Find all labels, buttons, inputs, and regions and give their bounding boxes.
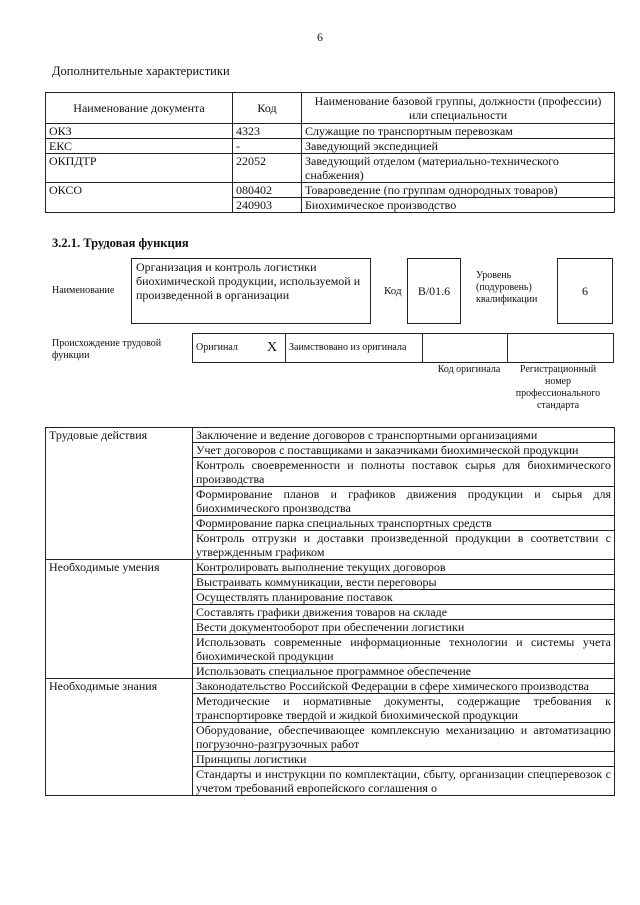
function-code-box: B/01.6	[407, 258, 461, 324]
table-header-row	[46, 93, 615, 124]
skill-item: Осуществлять планирование поставок	[193, 590, 615, 605]
skill-item: Контролировать выполнение текущих договоров	[193, 560, 615, 575]
cell-code: 240903	[233, 198, 302, 213]
level-label: Уровень (подуровень) квалификации	[476, 270, 538, 305]
knowledge-item: Принципы логистики	[193, 752, 615, 767]
cell-name: Служащие по транспортным перевозкам	[302, 124, 615, 139]
knowledge-label: Необходимые знания	[46, 679, 193, 796]
skills-label: Необходимые умения	[46, 560, 193, 679]
cell-name: Заведующий экспедицией	[302, 139, 615, 154]
action-item: Формирование планов и графиков движения продукции и сырья для биохимического производства	[193, 487, 615, 516]
cell-doc: ЕКС	[46, 139, 233, 154]
code-label: Код	[384, 285, 402, 297]
details-table	[45, 427, 615, 796]
table-row	[46, 154, 615, 183]
origin-row	[193, 334, 614, 363]
actions-label: Трудовые действия	[46, 428, 193, 560]
page-number: 6	[317, 30, 323, 44]
skill-item: Использовать современные информационные технологии и системы учета биохимической продукции	[193, 635, 615, 664]
action-item: Контроль отгрузки и доставки произведенной продукции в соответствии с утвержденным графиком	[193, 531, 615, 560]
skill-item: Составлять графики движения товаров на складе	[193, 605, 615, 620]
skill-item: Выстраивать коммуникации, вести переговоры	[193, 575, 615, 590]
table-row	[46, 428, 615, 443]
cell-doc: ОКСО	[46, 183, 233, 213]
origin-label: Происхождение трудовой функции	[52, 338, 162, 361]
table-row	[46, 139, 615, 154]
original-code-cell	[423, 334, 508, 363]
origin-table	[192, 333, 614, 363]
action-item: Заключение и ведение договоров с транспортными организациями	[193, 428, 615, 443]
level-box: 6	[557, 258, 613, 324]
original-mark: X	[259, 334, 286, 363]
original-label: Оригинал	[193, 334, 260, 363]
knowledge-item: Методические и нормативные документы, содержащие требования к транспортировке твердой и жидкой биохимической продукции	[193, 694, 615, 723]
cell-code: 080402	[233, 183, 302, 198]
additional-table	[45, 92, 615, 213]
cell-name: Товароведение (по группам однородных товаров)	[302, 183, 615, 198]
action-item: Контроль своевременности и полноты поставок сырья для биохимического производства	[193, 458, 615, 487]
cell-doc: ОКПДТР	[46, 154, 233, 183]
skill-item: Использовать специальное программное обеспечение	[193, 664, 615, 679]
skill-item: Вести документооборот при обеспечении логистики	[193, 620, 615, 635]
knowledge-item: Стандарты и инструкции по комплектации, сбыту, организации спецперевозок с учетом требований европейского соглашения о	[193, 767, 615, 796]
table-row	[46, 679, 615, 694]
reg-number-label: Регистрационный номер профессионального стандарта	[515, 364, 601, 411]
header-code: Код	[233, 93, 302, 124]
action-item: Формирование парка специальных транспортных средств	[193, 516, 615, 531]
code-original-label: Код оригинала	[437, 364, 501, 375]
header-document: Наименование документа	[46, 93, 233, 124]
function-heading: 3.2.1. Трудовая функция	[52, 236, 189, 250]
cell-code: 4323	[233, 124, 302, 139]
reg-number-cell	[508, 334, 614, 363]
cell-code: -	[233, 139, 302, 154]
name-label: Наименование	[52, 285, 115, 296]
action-item: Учет договоров с поставщиками и заказчиками биохимической продукции	[193, 443, 615, 458]
table-row	[46, 560, 615, 575]
cell-code: 22052	[233, 154, 302, 183]
function-name-box: Организация и контроль логистики биохимической продукции, используемой и произведенной в организации	[131, 258, 371, 324]
table-row	[46, 183, 615, 198]
additional-heading: Дополнительные характеристики	[52, 64, 230, 78]
borrowed-label: Заимствовано из оригинала	[286, 334, 423, 363]
table-row	[46, 124, 615, 139]
header-group-name: Наименование базовой группы, должности (профессии) или специальности	[302, 93, 615, 124]
cell-name: Биохимическое производство	[302, 198, 615, 213]
cell-name: Заведующий отделом (материально-технического снабжения)	[302, 154, 615, 183]
knowledge-item: Законодательство Российской Федерации в сфере химического производства	[193, 679, 615, 694]
knowledge-item: Оборудование, обеспечивающее комплексную механизацию и автоматизацию погрузочно-разгрузочных работ	[193, 723, 615, 752]
cell-doc: ОКЗ	[46, 124, 233, 139]
